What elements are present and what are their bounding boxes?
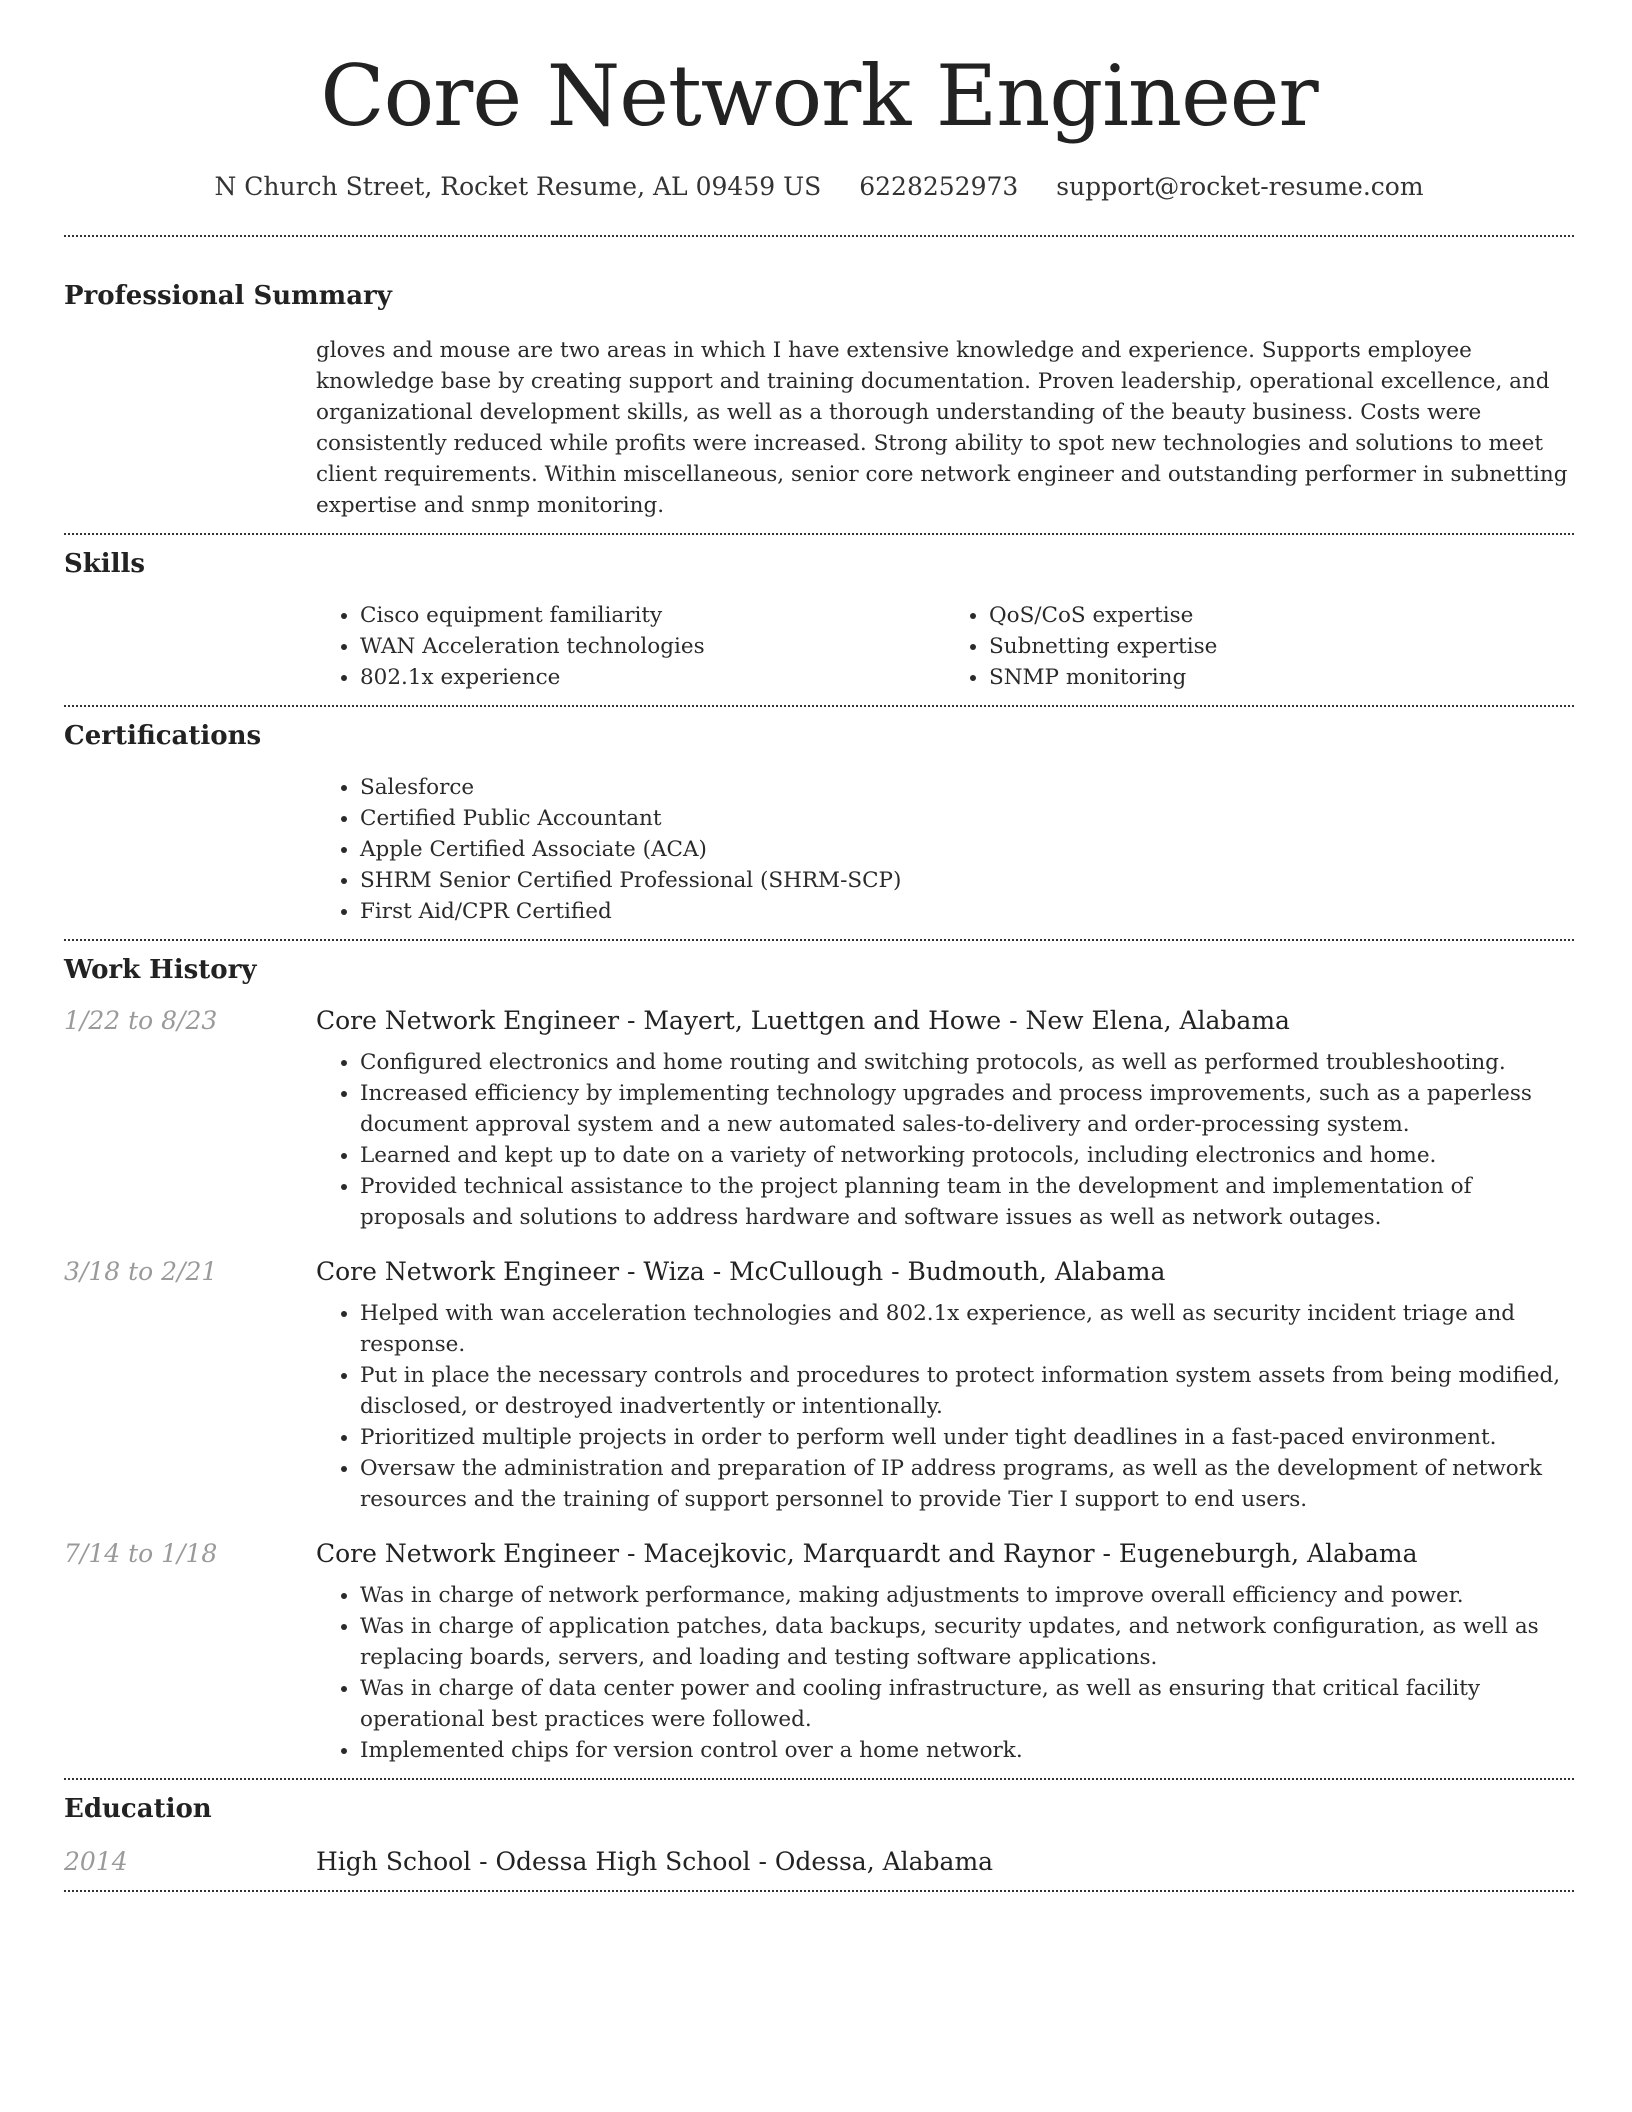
list-item: • Oversaw the administration and preparation of IP address programs, as well as the development of network resources and the training of support personnel to provide Tier I support to end users. xyxy=(360,1453,1574,1515)
list-item: • Implemented chips for version control over a home network. xyxy=(360,1735,1574,1766)
list-item: • Cisco equipment familiarity xyxy=(360,600,945,631)
job-heading: Core Network Engineer - Mayert, Luettgen and Howe - New Elena, Alabama xyxy=(316,1006,1290,1036)
list-item: • Was in charge of network performance, making adjustments to improve overall efficiency and power. xyxy=(360,1580,1574,1611)
contact-phone: 6228252973 xyxy=(859,172,1019,202)
list-item: • Subnetting expertise xyxy=(989,631,1574,662)
section-title-work: Work History xyxy=(64,954,257,985)
list-item: • Salesforce xyxy=(360,772,1574,803)
contact-line xyxy=(64,172,1574,201)
divider xyxy=(64,1890,1574,1892)
job-heading: Core Network Engineer - Wiza - McCullough - Budmouth, Alabama xyxy=(316,1257,1166,1287)
contact-address: N Church Street, Rocket Resume, AL 09459 US xyxy=(214,172,822,202)
list-item: • Prioritized multiple projects in order to perform well under tight deadlines in a fast-paced environment. xyxy=(360,1422,1574,1453)
list-item: • QoS/CoS expertise xyxy=(989,600,1574,631)
section-title-summary: Professional Summary xyxy=(64,281,392,312)
list-item: • Certified Public Accountant xyxy=(360,803,1574,834)
list-item: • 802.1x experience xyxy=(360,662,945,693)
divider xyxy=(64,939,1574,941)
list-item: • Configured electronics and home routing and switching protocols, as well as performed troubleshooting. xyxy=(360,1047,1574,1078)
job-entry xyxy=(64,1539,1574,1766)
education-heading: High School - Odessa High School - Odessa, Alabama xyxy=(316,1847,994,1877)
skills-column-2 xyxy=(945,600,1574,693)
job-dates: 7/14 to 1/18 xyxy=(64,1539,218,1569)
job-entry xyxy=(64,1006,1574,1233)
summary-text: gloves and mouse are two areas in which I have extensive knowledge and experience. Supports employee knowledge base by creating support and training documentation. Proven leadership, operational excellence, and organizational development skills, as well as a thorough understanding of the beauty business. Costs were consistently reduced while profits were increased. Strong ability to spot new technologies and solutions to meet client requirements. Within miscellaneous, senior core network engineer and outstanding performer in subnetting expertise and snmp monitoring. xyxy=(316,337,1568,518)
section-title-skills: Skills xyxy=(64,548,146,579)
section-title-certifications: Certifications xyxy=(64,720,262,751)
divider xyxy=(64,533,1574,535)
list-item: • First Aid/CPR Certified xyxy=(360,896,1574,927)
job-heading: Core Network Engineer - Macejkovic, Marquardt and Raynor - Eugeneburgh, Alabama xyxy=(316,1539,1418,1569)
education-year: 2014 xyxy=(64,1847,128,1877)
divider xyxy=(64,1778,1574,1780)
work-history-section xyxy=(64,955,1574,1766)
list-item: • Learned and kept up to date on a variety of networking protocols, including electronics and home. xyxy=(360,1140,1574,1171)
list-item: • Apple Certified Associate (ACA) xyxy=(360,834,1574,865)
divider xyxy=(64,705,1574,707)
list-item: • SNMP monitoring xyxy=(989,662,1574,693)
list-item: • Helped with wan acceleration technologies and 802.1x experience, as well as security incident triage and response. xyxy=(360,1298,1574,1360)
skills-column-1 xyxy=(316,600,945,693)
list-item: • Provided technical assistance to the project planning team in the development and implementation of proposals and solutions to address hardware and software issues as well as network outages. xyxy=(360,1171,1574,1233)
list-item: • Was in charge of data center power and cooling infrastructure, as well as ensuring that critical facility operational best practices were followed. xyxy=(360,1673,1574,1735)
section-title-education: Education xyxy=(64,1794,212,1825)
summary-section xyxy=(64,281,1574,520)
skills-list xyxy=(316,600,1574,693)
divider xyxy=(64,235,1574,237)
list-item: • Was in charge of application patches, data backups, security updates, and network configuration, as well as replacing boards, servers, and loading and testing software applications. xyxy=(360,1611,1574,1673)
contact-email: support@rocket-resume.com xyxy=(1056,172,1424,202)
candidate-name: Core Network Engineer xyxy=(320,47,1318,145)
education-section xyxy=(64,1794,1574,1876)
certifications-list xyxy=(316,772,1574,927)
job-dates: 3/18 to 2/21 xyxy=(64,1257,218,1287)
job-entry xyxy=(64,1257,1574,1515)
list-item: • WAN Acceleration technologies xyxy=(360,631,945,662)
list-item: • Increased efficiency by implementing technology upgrades and process improvements, such as a paperless document approval system and a new automated sales-to-delivery and order-processing system. xyxy=(360,1078,1574,1140)
certifications-section xyxy=(64,721,1574,927)
resume-page xyxy=(64,0,1574,1892)
skills-section xyxy=(64,549,1574,693)
list-item: • Put in place the necessary controls and procedures to protect information system assets from being modified, disclosed, or destroyed inadvertently or intentionally. xyxy=(360,1360,1574,1422)
job-dates: 1/22 to 8/23 xyxy=(64,1006,218,1036)
list-item: • SHRM Senior Certified Professional (SHRM-SCP) xyxy=(360,865,1574,896)
